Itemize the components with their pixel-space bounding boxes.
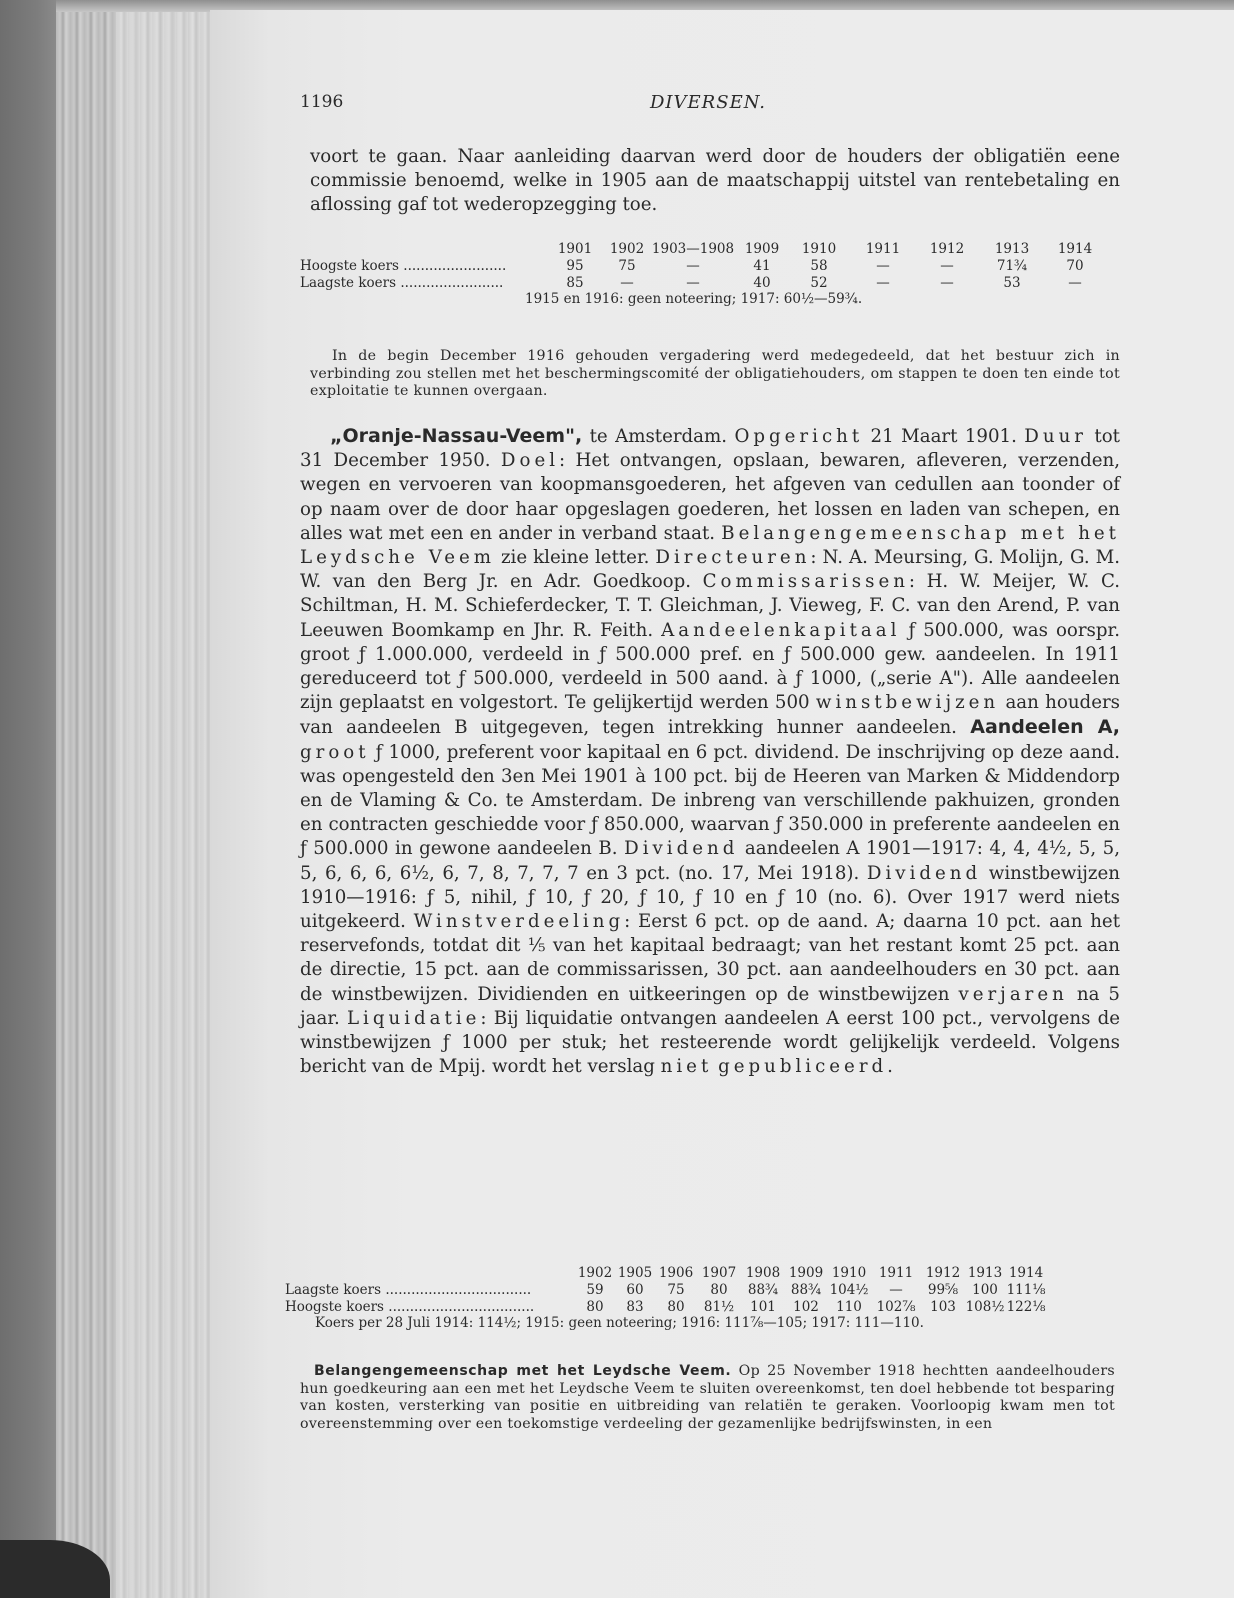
value-cell: 80 xyxy=(586,1298,604,1315)
row-label: Hoogste koers .................................. xyxy=(285,1298,535,1315)
value-cell: 80 xyxy=(667,1298,685,1315)
year-cell: 1902 xyxy=(577,1264,613,1281)
value-cell: 104½ xyxy=(829,1281,869,1298)
book-binding-shadow xyxy=(0,0,62,1598)
year-cell: 1906 xyxy=(658,1264,694,1281)
year-cell: 1901 xyxy=(557,240,593,257)
field-label: Duur xyxy=(1024,426,1088,447)
table-row xyxy=(285,1281,1047,1298)
field-label: Aandeelenkapitaal xyxy=(661,619,901,641)
value-cell: — xyxy=(889,1281,903,1298)
value-cell: 85 xyxy=(566,274,584,291)
value-cell: — xyxy=(876,257,890,274)
page-number: 1196 xyxy=(300,92,344,112)
value-cell: 83 xyxy=(626,1298,644,1315)
subheading-belangengemeenschap: Belangengemeenschap met het Leydsche Veem. xyxy=(314,1363,732,1379)
value-cell: 102⅞ xyxy=(876,1298,916,1315)
year-cell: 1909 xyxy=(788,1264,824,1281)
field-label: Dividend xyxy=(624,838,739,860)
field-label: Dividend xyxy=(866,862,982,884)
year-cell: 1910 xyxy=(831,1264,867,1281)
running-head xyxy=(300,92,1110,116)
field-label: Winstverdeeling xyxy=(413,911,625,933)
row-label: Laagste koers ........................ xyxy=(300,274,504,291)
price-table-1 xyxy=(300,240,1120,307)
table-row xyxy=(300,274,1105,291)
value-cell: 111⅛ xyxy=(1006,1281,1046,1298)
table-header-row xyxy=(285,1264,1047,1281)
year-cell: 1903—1908 xyxy=(651,240,735,257)
value-cell: — xyxy=(686,274,700,291)
value-cell: — xyxy=(1068,274,1082,291)
value-cell: 99⅝ xyxy=(927,1281,959,1298)
field-label: gepubliceerd xyxy=(718,1056,888,1078)
small-paragraph-2: Belangengemeenschap met het Leydsche Veem. Op 25 November 1918 hechtten aandeelhouders hun goedkeuring aan een met het Leydsche Veem te sluiten overeenkomst, ten doel hebbende tot besparing van kosten, versterking van positie en uitbreiding van relatiën te geraken. Voorloopig kwam men tot overeenstemming over een toekomstige verdeeling der gezamenlijke bedrijfswinsten, in een xyxy=(300,1363,1115,1432)
value-cell: 71¾ xyxy=(996,257,1028,274)
value-cell: 122⅛ xyxy=(1006,1298,1046,1315)
value-cell: — xyxy=(620,274,634,291)
year-cell: 1913 xyxy=(967,1264,1003,1281)
value-cell: 101 xyxy=(750,1298,776,1315)
year-cell: 1912 xyxy=(929,240,965,257)
value-cell: 70 xyxy=(1066,257,1084,274)
value-cell: 75 xyxy=(618,257,636,274)
field-label: Directeuren xyxy=(655,547,811,569)
year-cell: 1911 xyxy=(865,240,901,257)
value-cell: 40 xyxy=(753,274,771,291)
year-cell: 1913 xyxy=(994,240,1030,257)
company-name: „Oranje-Nassau-Veem", xyxy=(330,425,583,447)
year-cell: 1911 xyxy=(878,1264,914,1281)
year-cell: 1909 xyxy=(744,240,780,257)
value-cell: — xyxy=(940,257,954,274)
price-table-1-grid xyxy=(300,240,1105,291)
row-label: Hoogste koers ........................ xyxy=(300,257,507,274)
table-header-row xyxy=(300,240,1105,257)
year-cell: 1914 xyxy=(1057,240,1093,257)
row-label: Laagste koers .................................. xyxy=(285,1281,532,1298)
value-cell: 58 xyxy=(810,257,828,274)
value-cell: 53 xyxy=(1003,274,1021,291)
field-label: winstbewijzen xyxy=(815,692,1000,714)
value-cell: 100 xyxy=(972,1281,998,1298)
small-paragraph-1: In de begin December 1916 gehouden vergadering werd medegedeeld, dat het bestuur zich in verbinding zou stellen met het beschermingscomité der obligatiehouders, om stappen te doen ten einde tot exploitatie te kunnen overgaan. xyxy=(310,348,1120,400)
value-cell: — xyxy=(940,274,954,291)
price-table-2-grid xyxy=(285,1264,1047,1315)
value-cell: 41 xyxy=(753,257,771,274)
value-cell: 75 xyxy=(667,1281,685,1298)
value-cell: 108½ xyxy=(965,1298,1005,1315)
table-1-note: 1915 en 1916: geen noteering; 1917: 60½—59¾. xyxy=(525,291,863,307)
year-cell: 1910 xyxy=(801,240,837,257)
subheading-aandeelen-a: Aandeelen A, xyxy=(970,716,1121,739)
year-cell: 1908 xyxy=(745,1264,781,1281)
value-cell: 110 xyxy=(836,1298,862,1315)
value-cell: 95 xyxy=(566,257,584,274)
year-cell: 1905 xyxy=(617,1264,653,1281)
intro-paragraph: voort te gaan. Naar aanleiding daarvan werd door de houders der obligatiën eene commissie benoemd, welke in 1905 aan de maatschappij uitstel van rentebetaling en aflossing gaf tot wederopzegging toe. xyxy=(310,146,1120,216)
field-label: verjaren xyxy=(958,983,1068,1005)
value-cell: — xyxy=(876,274,890,291)
field-label: Opgericht xyxy=(734,426,864,447)
stacked-page-edges xyxy=(56,0,216,1598)
field-label: groot xyxy=(300,741,370,763)
price-table-2 xyxy=(285,1264,1115,1331)
value-cell: 59 xyxy=(586,1281,604,1298)
value-cell: 102 xyxy=(793,1298,819,1315)
year-cell: 1907 xyxy=(701,1264,737,1281)
table-row xyxy=(285,1298,1047,1315)
table-row xyxy=(300,257,1105,274)
field-label: Belangengemeenschap met het Leydsche Veem xyxy=(300,522,1120,569)
field-label: Commissarissen xyxy=(702,571,909,593)
value-cell: 52 xyxy=(810,274,828,291)
value-cell: 88¾ xyxy=(747,1281,779,1298)
table-2-note: Koers per 28 Juli 1914: 114½; 1915: geen noteering; 1916: 111⅞—105; 1917: 111—110. xyxy=(315,1315,924,1331)
field-label: Liquidatie xyxy=(346,1007,481,1029)
value-cell: 88¾ xyxy=(790,1281,822,1298)
value-cell: 103 xyxy=(930,1298,956,1315)
section-title: DIVERSEN. xyxy=(650,92,767,113)
value-cell: 81½ xyxy=(703,1298,735,1315)
value-cell: 60 xyxy=(626,1281,644,1298)
year-cell: 1914 xyxy=(1008,1264,1044,1281)
company-entry: „Oranje-Nassau-Veem", te Amsterdam. Opgericht 21 Maart 1901. Duur tot 31 December 1950. Doel: Het ontvangen, opslaan, bewaren, afleveren, verzenden, wegen en vervoeren van koopmansgoederen, het afgeven van cedullen aan toonder of op naam over de door haar opgeslagen goederen, het lossen en laden van schepen, en alles wat met een en ander in verband staat. Belangengemeenschap met het Leydsche Veem zie kleine letter. Directeuren: N. A. Meursing, G. Molijn, G. M. W. van den Berg Jr. en Adr. Goedkoop. Commissarissen: H. W. Meijer, W. C. Schiltman, H. M. Schieferdecker, T. T. Gleichman, J. Vieweg, F. C. van den Arend, P. van Leeuwen Boomkamp en Jhr. R. Feith. Aandeelenkapitaal ƒ 500.000, was oorspr. groot ƒ 1.000.000, verdeeld in ƒ 500.000 pref. en ƒ 500.000 gew. aandeelen. In 1911 gereduceerd tot ƒ 500.000, verdeeld in 500 aand. à ƒ 1000, („serie A"). Alle aandeelen zijn geplaatst en volgestort. Te gelijkertijd werden 500 winstbewijzen aan houders van aandeelen B uitgegeven, tegen intrekking hunner aandeelen. Aandeelen A, groot ƒ 1000, preferent voor kapitaal en 6 pct. dividend. De inschrijving op deze aand. was opengesteld den 3en Mei 1901 à 100 pct. bij de Heeren van Marken & Middendorp en de Vlaming & Co. te Amsterdam. De inbreng van verschillende pakhuizen, gronden en contracten geschiedde voor ƒ 850.000, waarvan ƒ 350.000 in preferente aandeelen en ƒ 500.000 in gewone aandeelen B. Dividend aandeelen A 1901—1917: 4, 4, 4½, 5, 5, 5, 6, 6, 6, 6½, 6, 7, 8, 7, 7, 7 en 3 pct. (no. 17, Mei 1918). Dividend winstbewijzen 1910—1916: ƒ 5, nihil, ƒ 10, ƒ 20, ƒ 10, ƒ 10 en ƒ 10 (no. 6). Over 1917 werd niets uitgekeerd. Winstverdeeling: Eerst 6 pct. op de aand. A; daarna 10 pct. aan het reservefonds, totdat dit ⅕ van het kapitaal bedraagt; van het restant komt 25 pct. aan de directie, 15 pct. aan de commissarissen, 30 pct. aan aandeelhouders en 30 pct. aan de winstbewijzen. Dividienden en uitkeeringen op de winstbewijzen verjaren na 5 jaar. Liquidatie: Bij liquidatie ontvangen aandeelen A eerst 100 pct., vervolgens de winstbewijzen ƒ 1000 per stuk; het resteerende wordt gelijkelijk verdeeld. Volgens bericht van de Mpij. wordt het verslag niet gepubliceerd. xyxy=(300,425,1121,1078)
value-cell: — xyxy=(686,257,700,274)
year-cell: 1912 xyxy=(925,1264,961,1281)
year-cell: 1902 xyxy=(609,240,645,257)
field-label: niet xyxy=(660,1056,713,1078)
value-cell: 80 xyxy=(710,1281,728,1298)
field-label: Doel xyxy=(500,450,560,472)
book-page xyxy=(210,10,1234,1598)
